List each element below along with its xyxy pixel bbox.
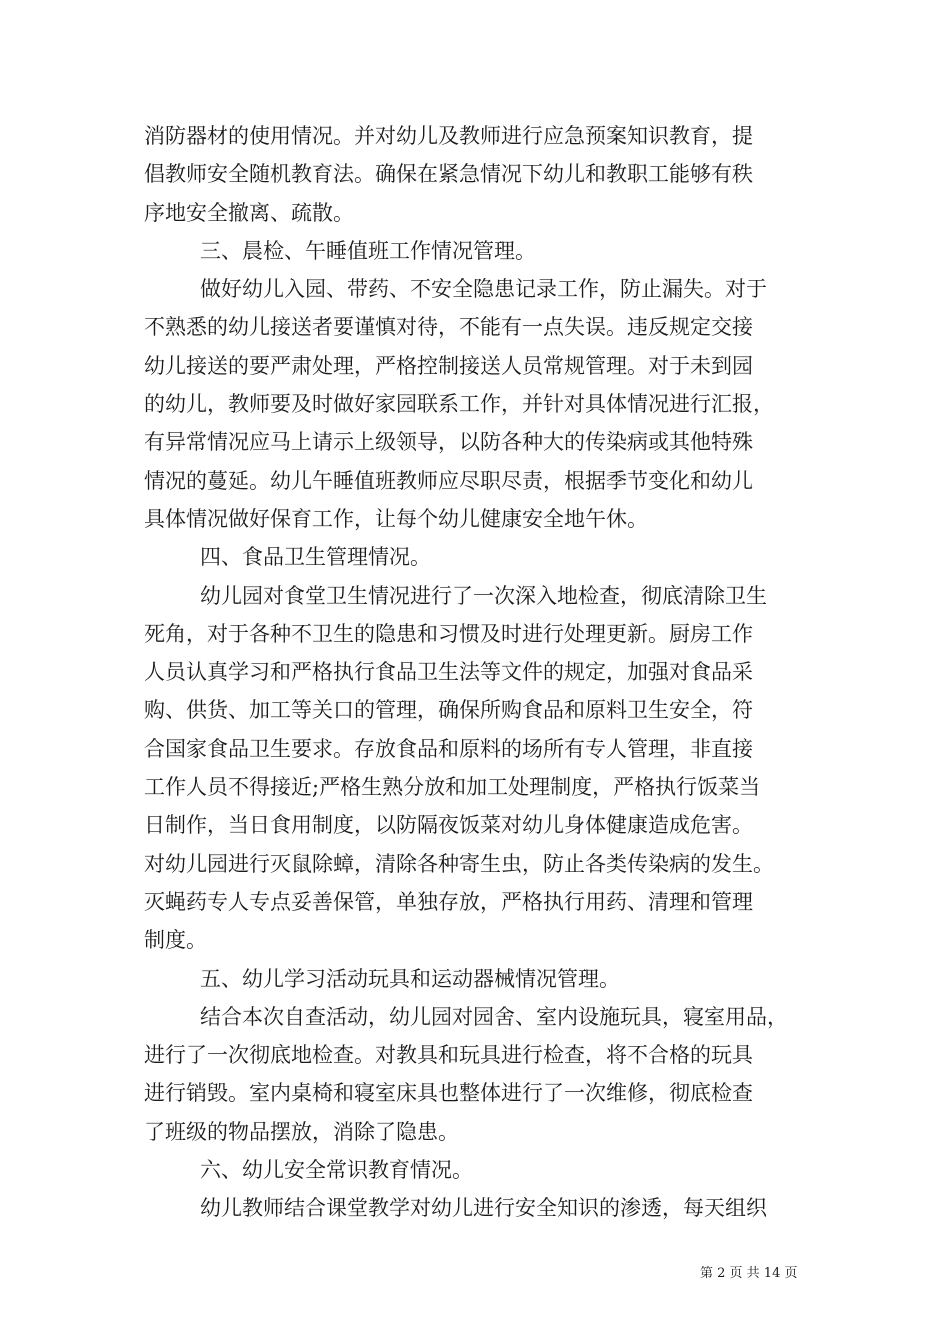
text-line: 灭蝇药专人专点妥善保管，单独存放，严格执行用药、清理和管理 bbox=[144, 889, 753, 914]
text-line: 做好幼儿入园、带药、不安全隐患记录工作，防止漏失。对于 bbox=[200, 277, 767, 302]
text-line: 日制作，当日食用制度，以防隔夜饭菜对幼儿身体健康造成危害。 bbox=[144, 813, 753, 838]
text-line: 序地安全撤离、疏散。 bbox=[144, 200, 354, 225]
text-line: 幼儿教师结合课堂教学对幼儿进行安全知识的渗透，每天组织 bbox=[200, 1196, 767, 1221]
text-line: 四、食品卫生管理情况。 bbox=[200, 545, 431, 570]
text-line: 购、供货、加工等关口的管理，确保所购食品和原料卫生安全，符 bbox=[144, 698, 753, 723]
text-line: 进行销毁。室内桌椅和寝室床具也整体进行了一次维修，彻底检查 bbox=[144, 1081, 753, 1106]
page-number-footer: 第 2 页 共 14 页 bbox=[700, 1266, 798, 1281]
text-line: 幼儿接送的要严肃处理，严格控制接送人员常规管理。对于未到园 bbox=[144, 353, 753, 378]
text-line: 幼儿园对食堂卫生情况进行了一次深入地检查，彻底清除卫生 bbox=[200, 583, 767, 608]
text-line: 制度。 bbox=[144, 928, 207, 953]
text-line: 进行了一次彻底地检查。对教具和玩具进行检查，将不合格的玩具 bbox=[144, 1043, 753, 1068]
text-line: 的幼儿，教师要及时做好家园联系工作，并针对具体情况进行汇报， bbox=[144, 392, 774, 417]
text-line: 结合本次自查活动，幼儿园对园舍、室内设施玩具，寝室用品， bbox=[200, 1004, 788, 1029]
text-line: 五、幼儿学习活动玩具和运动器械情况管理。 bbox=[200, 966, 620, 991]
text-line: 了班级的物品摆放，消除了隐患。 bbox=[144, 1119, 459, 1144]
text-line: 三、晨检、午睡值班工作情况管理。 bbox=[200, 238, 536, 263]
text-line: 死角，对于各种不卫生的隐患和习惯及时进行处理更新。厨房工作 bbox=[144, 621, 753, 646]
text-line: 对幼儿园进行灭鼠除蟑，清除各种寄生虫，防止各类传染病的发生。 bbox=[144, 851, 774, 876]
text-line: 有异常情况应马上请示上级领导，以防各种大的传染病或其他特殊 bbox=[144, 430, 753, 455]
text-line: 具体情况做好保育工作，让每个幼儿健康安全地午休。 bbox=[144, 506, 648, 531]
text-line: 倡教师安全随机教育法。确保在紧急情况下幼儿和教职工能够有秩 bbox=[144, 162, 753, 187]
text-line: 合国家食品卫生要求。存放食品和原料的场所有专人管理，非直接 bbox=[144, 736, 753, 761]
text-line: 人员认真学习和严格执行食品卫生法等文件的规定，加强对食品采 bbox=[144, 660, 753, 685]
text-line: 不熟悉的幼儿接送者要谨慎对待，不能有一点失误。违反规定交接 bbox=[144, 315, 753, 340]
text-line: 消防器材的使用情况。并对幼儿及教师进行应急预案知识教育，提 bbox=[144, 124, 753, 148]
text-line: 工作人员不得接近;严格生熟分放和加工处理制度，严格执行饭菜当 bbox=[144, 775, 761, 800]
text-line: 情况的蔓延。幼儿午睡值班教师应尽职尽责，根据季节变化和幼儿 bbox=[144, 468, 753, 493]
document-body bbox=[144, 117, 824, 1228]
text-line: 六、幼儿安全常识教育情况。 bbox=[200, 1158, 473, 1183]
